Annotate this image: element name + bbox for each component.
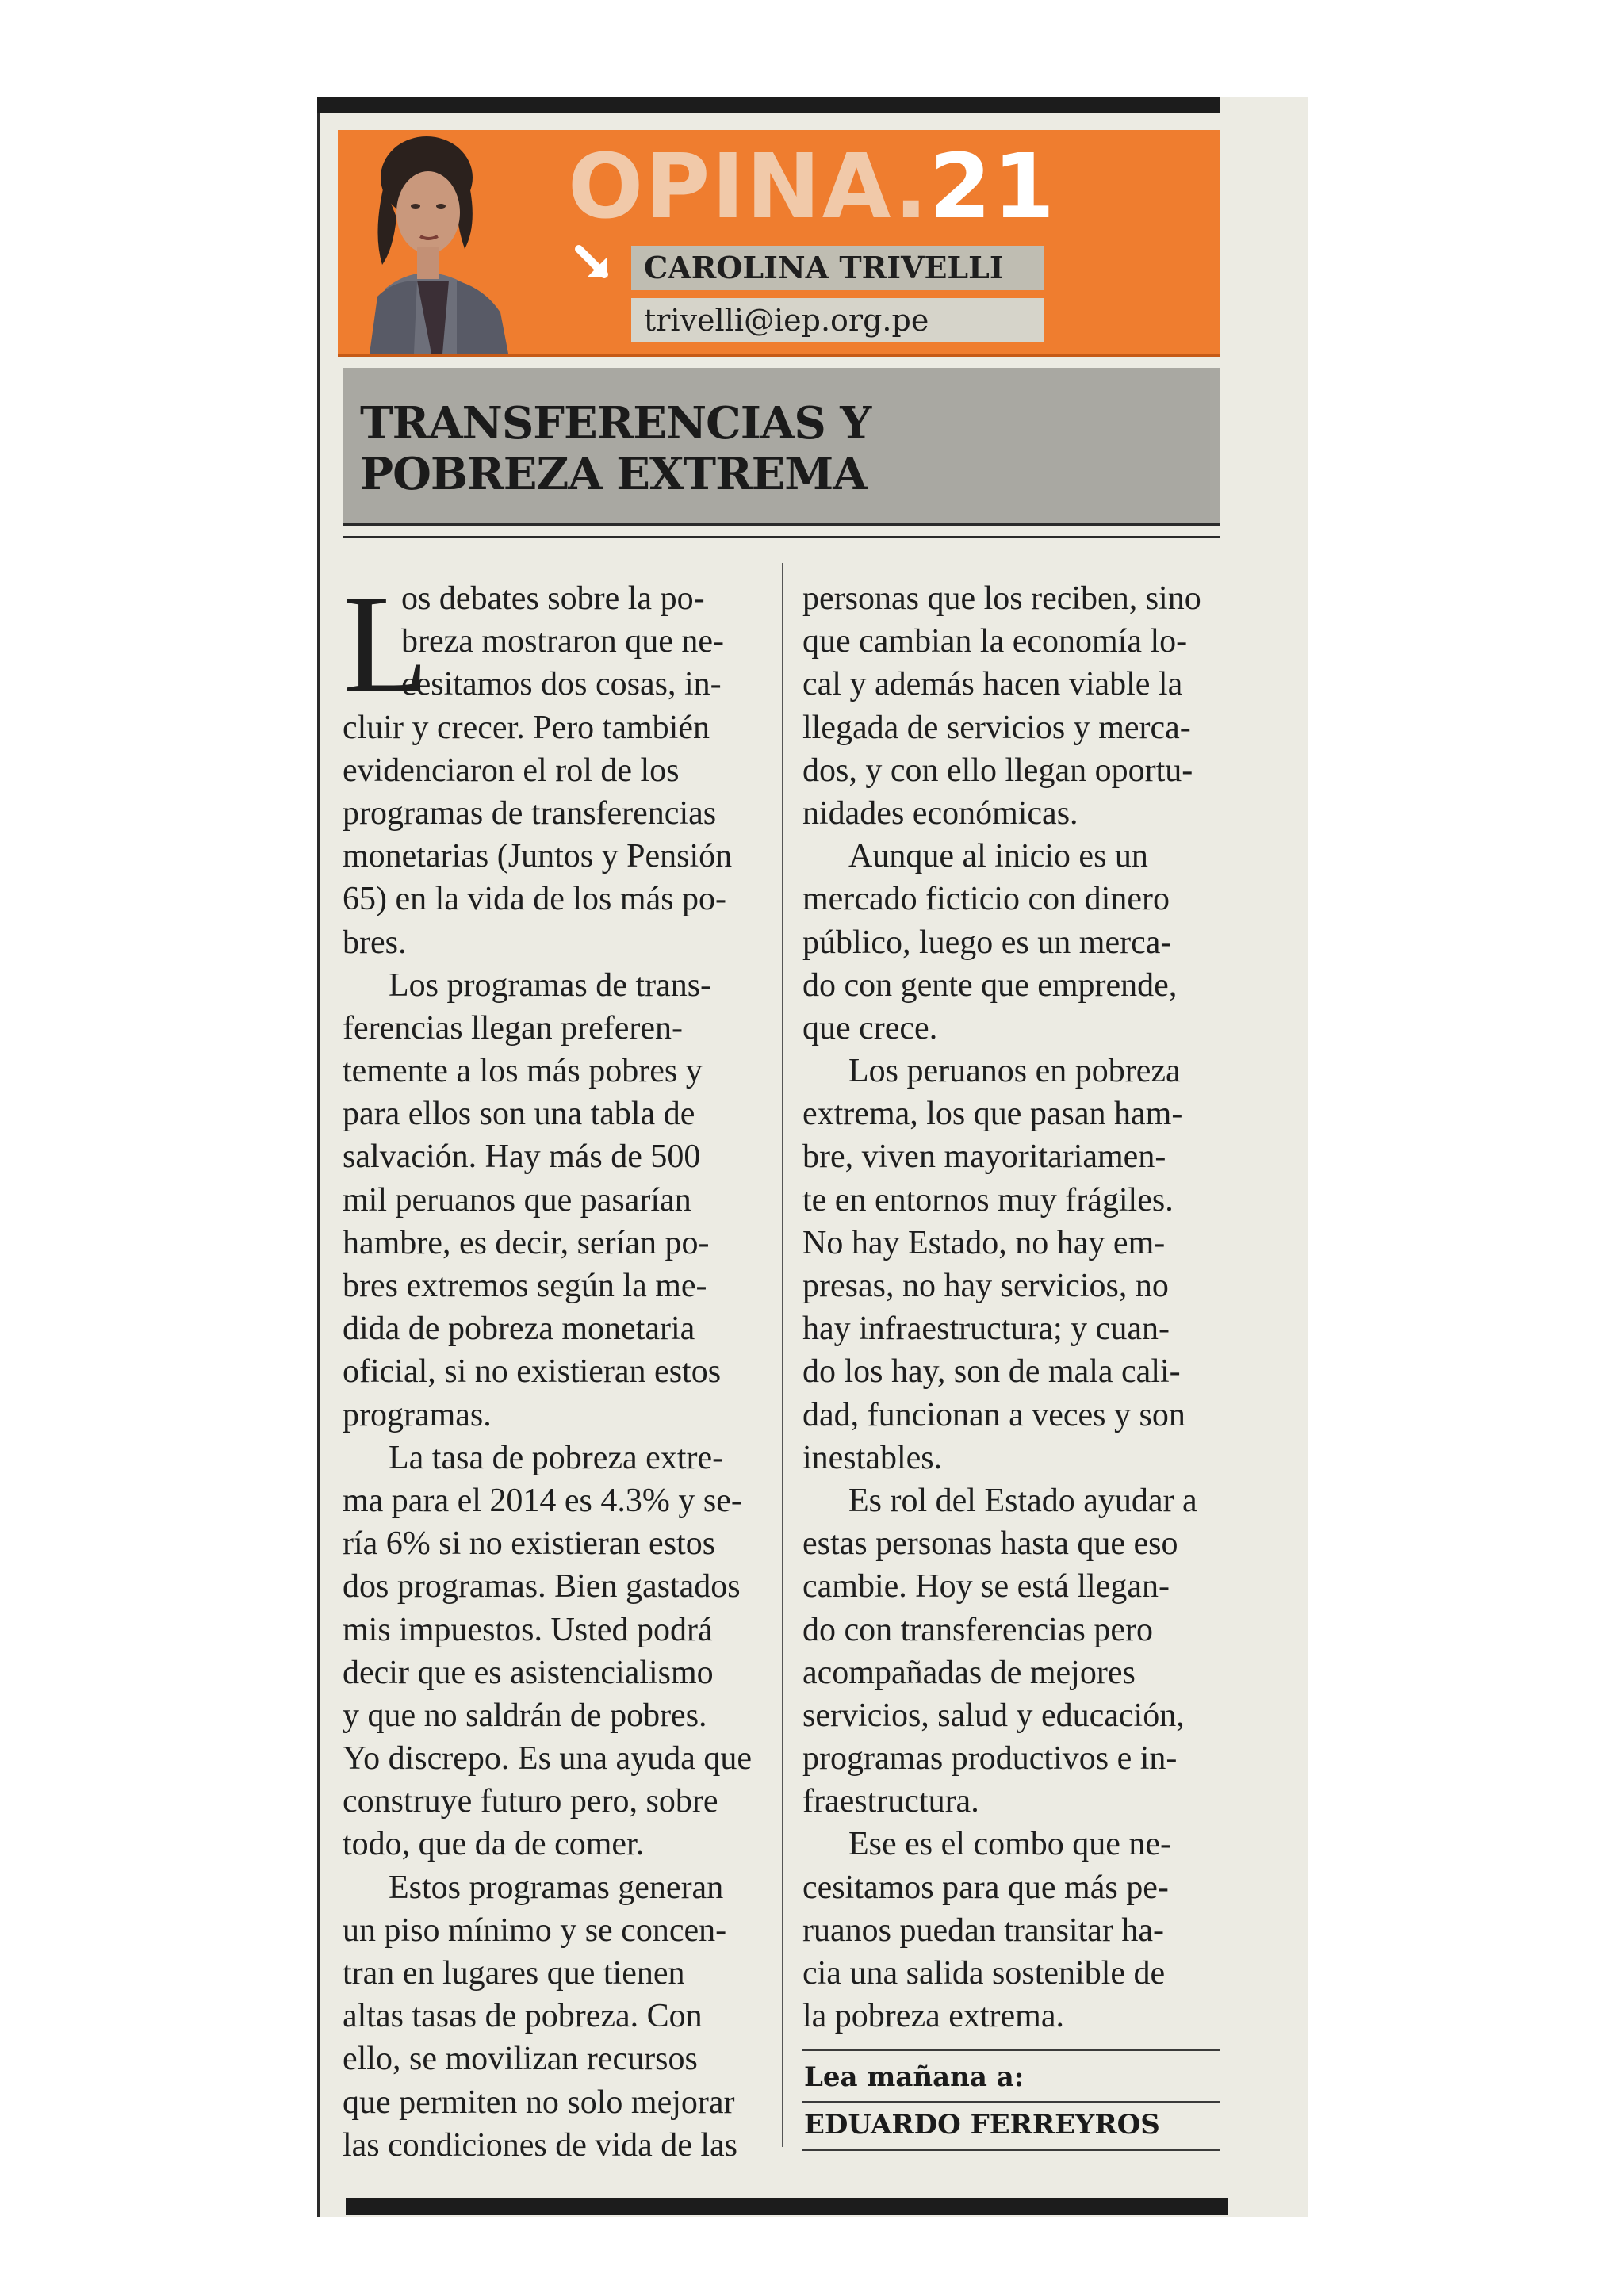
article-line: llegada de servicios y merca- [802, 709, 1191, 746]
article-line: 65) en la vida de los más po- [343, 881, 727, 918]
article-line: ma para el 2014 es 4.3% y se- [343, 1482, 742, 1519]
article-line: cesitamos dos cosas, in- [401, 666, 722, 703]
column-divider [782, 563, 783, 2147]
article-line: programas productivos e in- [802, 1740, 1178, 1777]
article-line: servicios, salud y educación, [802, 1697, 1185, 1734]
article-line: personas que los reciben, sino [802, 580, 1201, 617]
article-line: acompañadas de mejores [802, 1654, 1136, 1691]
article-line: y que no saldrán de pobres. [343, 1697, 707, 1734]
article-line: mil peruanos que pasarían [343, 1181, 691, 1219]
article-line: dos, y con ello llegan oportu- [802, 752, 1193, 789]
article-line: un piso mínimo y se concen- [343, 1911, 727, 1949]
article-line: ferencias llegan preferen- [343, 1009, 684, 1047]
article-line: dos programas. Bien gastados [343, 1568, 741, 1605]
article-line: os debates sobre la po- [401, 580, 705, 617]
article-line: cal y además hacen viable la [802, 666, 1183, 703]
article-line: todo, que da de comer. [343, 1826, 645, 1863]
article-line: temente a los más pobres y [343, 1053, 703, 1090]
article-line: Ese es el combo que ne- [848, 1826, 1172, 1863]
article-line: la pobreza extrema. [802, 1998, 1064, 2035]
article-line: dad, funcionan a veces y son [802, 1396, 1185, 1433]
article-column-left [343, 565, 761, 2167]
article-line: fraestructura. [802, 1783, 979, 1820]
article-line: cambie. Hoy se está llegan- [802, 1568, 1170, 1605]
author-photo [338, 130, 514, 354]
section-number: 21 [929, 136, 1056, 239]
next-columnist-rule-mid [802, 2101, 1220, 2103]
article-line: bres. [343, 924, 407, 961]
arrow-down-right-icon [571, 241, 615, 285]
article-line: que cambian la economía lo- [802, 623, 1188, 660]
top-rule [317, 97, 1220, 113]
next-columnist-label: Lea mañana a: [804, 2061, 1025, 2093]
article-line: do con transferencias pero [802, 1611, 1153, 1648]
article-line: do con gente que emprende, [802, 966, 1178, 1004]
column-header-band [338, 130, 1220, 357]
article-line: que permiten no solo mejorar [343, 2084, 735, 2121]
section-title [568, 136, 1056, 239]
article-line: ruanos puedan transitar ha- [802, 1911, 1164, 1949]
headline-line-2: POBREZA EXTREMA [360, 448, 867, 500]
article-line: altas tasas de pobreza. Con [343, 1998, 703, 2035]
article-line: tran en lugares que tienen [343, 1955, 685, 1992]
author-name: CAROLINA TRIVELLI [631, 246, 1044, 290]
article-line: cluir y crecer. Pero también [343, 709, 710, 746]
next-columnist-rule-bottom [802, 2149, 1220, 2151]
article-line: Los programas de trans- [389, 966, 712, 1004]
article-line: evidenciaron el rol de los [343, 752, 680, 789]
article-line: para ellos son una tabla de [343, 1096, 695, 1133]
article-line: inestables. [802, 1439, 943, 1476]
article-line: que crece. [802, 1009, 938, 1047]
article-line: ello, se movilizan recursos [343, 2041, 698, 2078]
author-email: trivelli@iep.org.pe [631, 298, 1044, 342]
article-line: monetarias (Juntos y Pensión [343, 838, 733, 875]
article-line: extrema, los que pasan ham- [802, 1096, 1183, 1133]
article-line: Aunque al inicio es un [848, 838, 1148, 875]
article-line: bre, viven mayoritariamen- [802, 1138, 1166, 1176]
article-line: bres extremos según la me- [343, 1268, 707, 1304]
article-line: construye futuro pero, sobre [343, 1783, 718, 1820]
article-line: Yo discrepo. Es una ayuda que [343, 1740, 752, 1777]
bottom-rule [346, 2198, 1228, 2215]
article-line: mis impuestos. Usted podrá [343, 1611, 713, 1648]
article-line: No hay Estado, no hay em- [802, 1224, 1166, 1261]
article-line: Estos programas generan [389, 1869, 724, 1906]
article-line: Es rol del Estado ayudar a [848, 1482, 1197, 1519]
article-line: breza mostraron que ne- [401, 623, 724, 660]
article-line: nidades económicas. [802, 794, 1078, 832]
article-line: te en entornos muy frágiles. [802, 1181, 1174, 1219]
article-line: La tasa de pobreza extre- [389, 1439, 724, 1476]
article-line: público, luego es un merca- [802, 924, 1172, 961]
next-columnist-rule-top [802, 2049, 1220, 2051]
article-line: decir que es asistencialismo [343, 1654, 714, 1691]
article-line: oficial, si no existieran estos [343, 1353, 722, 1391]
article-line: las condiciones de vida de las [343, 2126, 738, 2164]
next-columnist-name: EDUARDO FERREYROS [804, 2109, 1160, 2141]
article-line: programas de transferencias [343, 794, 717, 832]
article-line: do los hay, son de mala cali- [802, 1353, 1181, 1391]
paper-edge [317, 97, 320, 2217]
article-line: mercado ficticio con dinero [802, 881, 1170, 918]
article-line: hay infraestructura; y cuan- [802, 1311, 1170, 1348]
article-line: cia una salida sostenible de [802, 1955, 1166, 1992]
section-title-text: OPINA. [568, 136, 930, 239]
article-column-right [802, 577, 1221, 2038]
drop-cap: L [343, 565, 429, 722]
headline-box [343, 368, 1220, 526]
article-line: dida de pobreza monetaria [343, 1311, 695, 1348]
article-line: programas. [343, 1396, 492, 1433]
article-line: presas, no hay servicios, no [802, 1268, 1169, 1304]
article-line: hambre, es decir, serían po- [343, 1224, 710, 1261]
headline-line-1: TRANSFERENCIAS Y [360, 397, 871, 450]
article-line: salvación. Hay más de 500 [343, 1138, 701, 1176]
article-line: cesitamos para que más pe- [802, 1869, 1169, 1906]
headline-underline [343, 536, 1220, 538]
article-line: ría 6% si no existieran estos [343, 1525, 716, 1563]
article-line: Los peruanos en pobreza [848, 1053, 1181, 1090]
article-line: estas personas hasta que eso [802, 1525, 1178, 1563]
